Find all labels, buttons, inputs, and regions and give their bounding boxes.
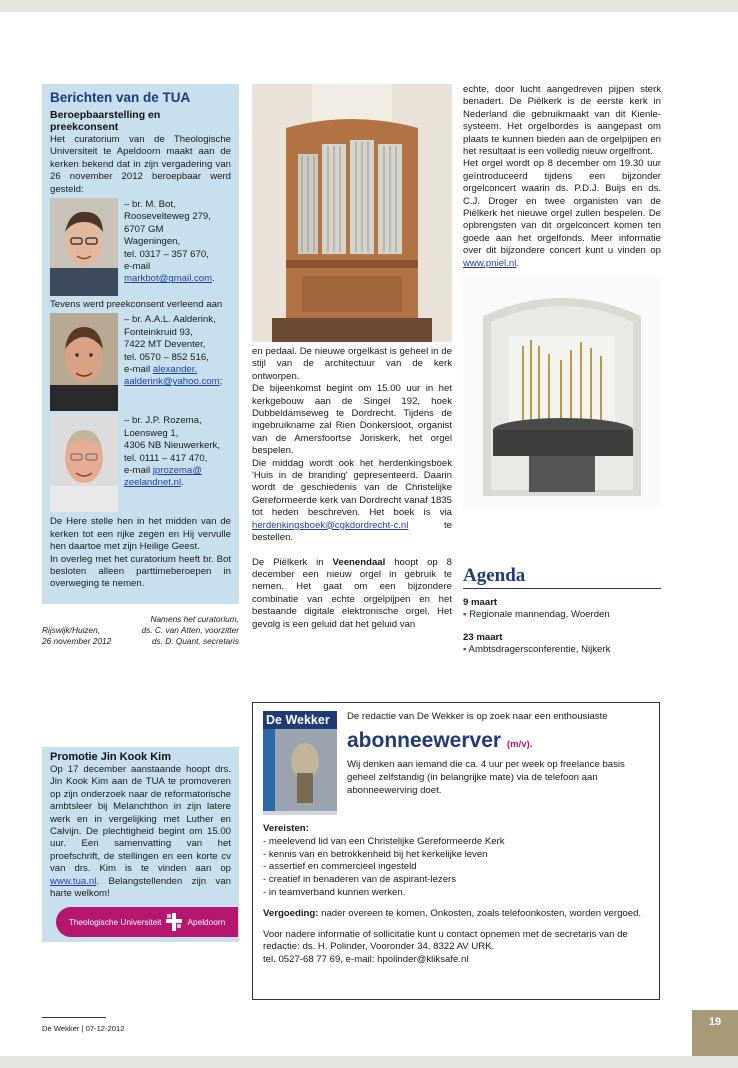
signature-area <box>42 604 239 746</box>
ad-description: Wij denken aan iemand die ca. 4 uur per week op freelance basis geheel zelfstandig (in belangrijke mate) via de telefoon aan abonneewerving doet. <box>347 759 625 796</box>
address-line: Fonteinkruid 93, <box>124 326 193 338</box>
person-rozema <box>50 414 231 512</box>
person-aalderink <box>50 313 231 411</box>
column-pniel <box>463 84 661 508</box>
magazine-page <box>0 12 738 1056</box>
address-line: Loensweg 1, <box>124 427 179 439</box>
col2-text1: en pedaal. De nieuwe orgelkast is geheel in de stijl van de architectuur van de kerk ontworpen. <box>252 346 452 382</box>
agenda-event <box>463 643 661 657</box>
book-order-link[interactable]: herdenkingsboek@cgkdordrecht-c.nl <box>252 519 409 531</box>
requirements <box>263 823 649 900</box>
sig-row <box>42 625 239 636</box>
agenda-date: 9 maart <box>463 597 498 608</box>
concert-tail: . <box>516 257 519 269</box>
col2-text3 <box>252 458 452 545</box>
portrait-photo <box>50 414 118 512</box>
page-number: 19 <box>692 1010 738 1056</box>
email-prefix: e-mail <box>124 364 153 376</box>
veenendaal-bold: Veenendaal <box>332 556 386 568</box>
uni-name-left: Theologische Universiteit <box>68 917 162 927</box>
magazine-cover <box>263 711 337 815</box>
parttime-text: In overleg met het curatorium heeft br. Bot besloten alleen parttimeberoepen in overweging te nemen. <box>50 553 231 590</box>
address-line: – br. A.A.L. Aalderink, <box>124 314 216 326</box>
punct: . <box>181 477 184 489</box>
tua-heading: Berichten van de TUA <box>50 90 191 105</box>
contact-info <box>263 929 649 967</box>
position-name: abonneewerver <box>347 729 502 753</box>
col3-text2 <box>463 158 661 270</box>
email-prefix: e-mail <box>124 465 153 477</box>
book-text: Die middag wordt ook het herdenkingsboek 'Huis in de branding' gepresenteerd. Daarin wordt de geschiedenis van de Christelijke Gereformeerde kerk van Dordrecht vanaf 1835 tot heden beschreven. Het boek is via <box>252 457 452 519</box>
organ-photo <box>252 84 452 342</box>
address-line: tel. 0317 – 357 670, <box>124 248 209 260</box>
contact-phone-email: tel. 0527-68 77 69, e-mail: hpolinder@kliksafe.nl <box>263 954 469 966</box>
agenda-item <box>463 632 661 657</box>
promotion-text <box>50 764 231 900</box>
sig-chair: ds. C. van Atten, voorzitter <box>141 624 239 635</box>
address-line: tel. 0570 – 852 516, <box>124 351 209 363</box>
compensation <box>263 908 649 921</box>
consent-text: Tevens werd preekconsent verleend aan <box>50 299 223 311</box>
footer-issue: De Wekker | 07-12-2012 <box>42 1024 125 1033</box>
column-organ-dordrecht <box>252 84 452 631</box>
sig-line: Namens het curatorium, <box>150 614 239 624</box>
requirement-item: - assertief en commercieel ingesteld <box>263 861 417 873</box>
pniel-body: hoopt op 8 december een nieuw orgel in gebruik te nemen. Het gaat om een bijzondere combinatie van echte orgelpijpen en het bestaande digitale elektronische orgel. Het gevolg is een geluid dat het geluid van <box>252 556 452 630</box>
university-logo-bar <box>56 907 238 937</box>
concert-text: Het orgel wordt op 8 december om 19.30 uur geïntroduceerd tijdens een bijzonder orgelconcert waarin ds. P.D.J. Buijs en ds. C.J. Droger en twee organisten van de Piëlkerk het nieuwe orgel zullen bespelen. De opbrengsten van dit orgelconcert komen ten goede aan het orgelfonds. Meer informatie over dit bijzondere concert kunt u vinden op <box>463 158 661 257</box>
email-link-rozema-a[interactable]: jprozema@ <box>152 465 202 477</box>
address-line: 6707 GM <box>124 223 164 235</box>
promotion-body: Op 17 december aanstaande hoopt drs. Jin Kook Kim aan de TUA te promoveren op zijn onderzoek naar de reformatorische ambtsleer bij Melanchthon in zijn latere werk en in vergelijking met Luther en Calvijn. De plechtigheid begint om 15.00 uur. Een samenvatting van het proefschrift, de stellingen en een korte cv van drs. Kim is te vinden aan op <box>50 764 231 875</box>
address-line: e-mail <box>124 261 151 273</box>
blessing-text: De Here stelle hen in het midden van de kerken tot een rijke zegen en Hij vervulle hen daartoe met zijn Heilige Geest. <box>50 516 231 553</box>
promotion-tail: . Belangstellenden zijn van harte welkom! <box>50 875 231 900</box>
promotion-box <box>42 747 239 942</box>
address-line: tel. 0111 – 417 470, <box>124 452 208 464</box>
compensation-heading: Vergoeding: <box>263 907 319 919</box>
sig-place: Rijswijk/Huizen, <box>42 624 101 635</box>
person-bot-address <box>124 198 215 296</box>
signature-block <box>42 614 239 646</box>
ad-intro: De redactie van De Wekker is op zoek naar een enthousiaste <box>347 711 608 722</box>
cover-art-icon <box>263 729 337 811</box>
punct: ; <box>219 376 223 388</box>
tua-intro: Het curatorium van de Theologische Universiteit te Apeldoorn maakt aan de kerken bekend dat in zijn vergadering van 26 november 2012 beroepbaar werd gesteld: <box>50 134 231 195</box>
organ-render-image <box>463 276 661 508</box>
requirement-item: - creatief in benaderen van de aspirant-lezers <box>263 874 457 886</box>
address-line: 7422 MT Deventer, <box>124 339 206 351</box>
requirement-item: - kennis van en betrokkenheid bij het kerkelijke leven <box>263 848 488 860</box>
email-link-aalderink-a[interactable]: alexander. <box>152 364 198 376</box>
sig-date: 26 november 2012 <box>42 635 112 646</box>
person-rozema-address <box>124 414 220 512</box>
tua-link[interactable]: www.tua.nl <box>50 875 97 887</box>
email-link-rozema-b[interactable]: zeelandnet.nl <box>124 477 182 489</box>
address-line: – br. M. Bot, <box>124 199 176 211</box>
email-link-aalderink-b[interactable]: aalderink@yahoo.com <box>124 376 220 388</box>
pniel-link[interactable]: www.pniel.nl <box>463 257 517 269</box>
position-gender: (m/v). <box>506 739 533 751</box>
ad-header-text <box>347 711 649 815</box>
requirement-item: - in teamverband kunnen werken. <box>263 886 406 898</box>
agenda-event-text: Regionale mannendag, Woerden <box>469 609 610 620</box>
tua-logo-icon <box>166 913 182 931</box>
book-tail: te bestellen. <box>252 519 452 544</box>
uni-name-right: Apeldoorn <box>187 917 226 927</box>
tua-news-box <box>42 84 239 604</box>
beroepbaar-subheading: Beroepbaarstelling en preekconsent <box>50 109 161 133</box>
ad-header <box>263 711 649 815</box>
job-advertisement <box>252 702 660 1000</box>
agenda-section <box>463 565 661 657</box>
footer-rule <box>42 1017 106 1018</box>
portrait-photo <box>50 313 118 411</box>
col2-text2: De bijeenkomst begint om 15.00 uur in het kerkgebouw aan de Singel 192, hoek Dubbeldamseweg te Dordrecht. Tijdens de ingebruikname zal Rien Donkersloot, organist van de Amersfoortse Joriskerk, het orgel bespelen. <box>252 383 452 457</box>
magazine-title: De Wekker <box>263 711 337 729</box>
sig-row <box>42 636 239 647</box>
col3-text1: echte, door lucht aangedreven pijpen sterk benadert. De Piëlkerk is de eerste kerk in Nederland die gebruikmaakt van dit Kienle-systeem. Het orgelbordes is aangepast om plaats te kunnen bieden aan de orgelpijpen en het resultaat is een volledig nieuw orgelfront. <box>463 84 661 158</box>
punct: . <box>212 273 215 285</box>
agenda-event-text: Ambtsdragersconferentie, Nijkerk <box>468 644 611 655</box>
address-line: Roosevelteweg 279, <box>124 211 211 223</box>
contact-text: Voor nadere informatie of sollicitatie kunt u contact opnemen met de secretaris van de redactie: ds. H. Polinder, Vooronder 34, 8322 AV URK. <box>263 928 628 953</box>
pniel-lead: De Piëlkerk in <box>252 556 333 568</box>
bullet-square-icon: ▪ <box>463 644 467 655</box>
address-line: – br. J.P. Rozema, <box>124 415 202 427</box>
col2-text4 <box>252 557 452 631</box>
compensation-text: nader overeen te komen. Onkosten, zoals telefoonkosten, worden vergoed. <box>318 907 642 919</box>
sig-secretary: ds. D. Quant, secretaris <box>151 635 239 646</box>
address-line: 4306 NB Nieuwerkerk, <box>124 440 220 452</box>
agenda-date: 23 maart <box>463 632 503 643</box>
requirements-heading: Vereisten: <box>263 823 309 834</box>
portrait-photo <box>50 198 118 296</box>
email-link-bot[interactable]: markbot@gmail.com <box>124 273 213 285</box>
ad-position-title <box>347 729 649 753</box>
agenda-event <box>463 608 661 622</box>
agenda-title: Agenda <box>463 565 661 589</box>
person-aalderink-address <box>124 313 222 411</box>
bullet-square-icon: ▪ <box>463 609 467 620</box>
address-line: Wageningen, <box>124 236 181 248</box>
person-bot <box>50 198 231 296</box>
promotion-heading: Promotie Jin Kook Kim <box>50 751 172 763</box>
requirement-item: - meelevend lid van een Christelijke Gereformeerde Kerk <box>263 835 505 847</box>
agenda-item <box>463 597 661 622</box>
